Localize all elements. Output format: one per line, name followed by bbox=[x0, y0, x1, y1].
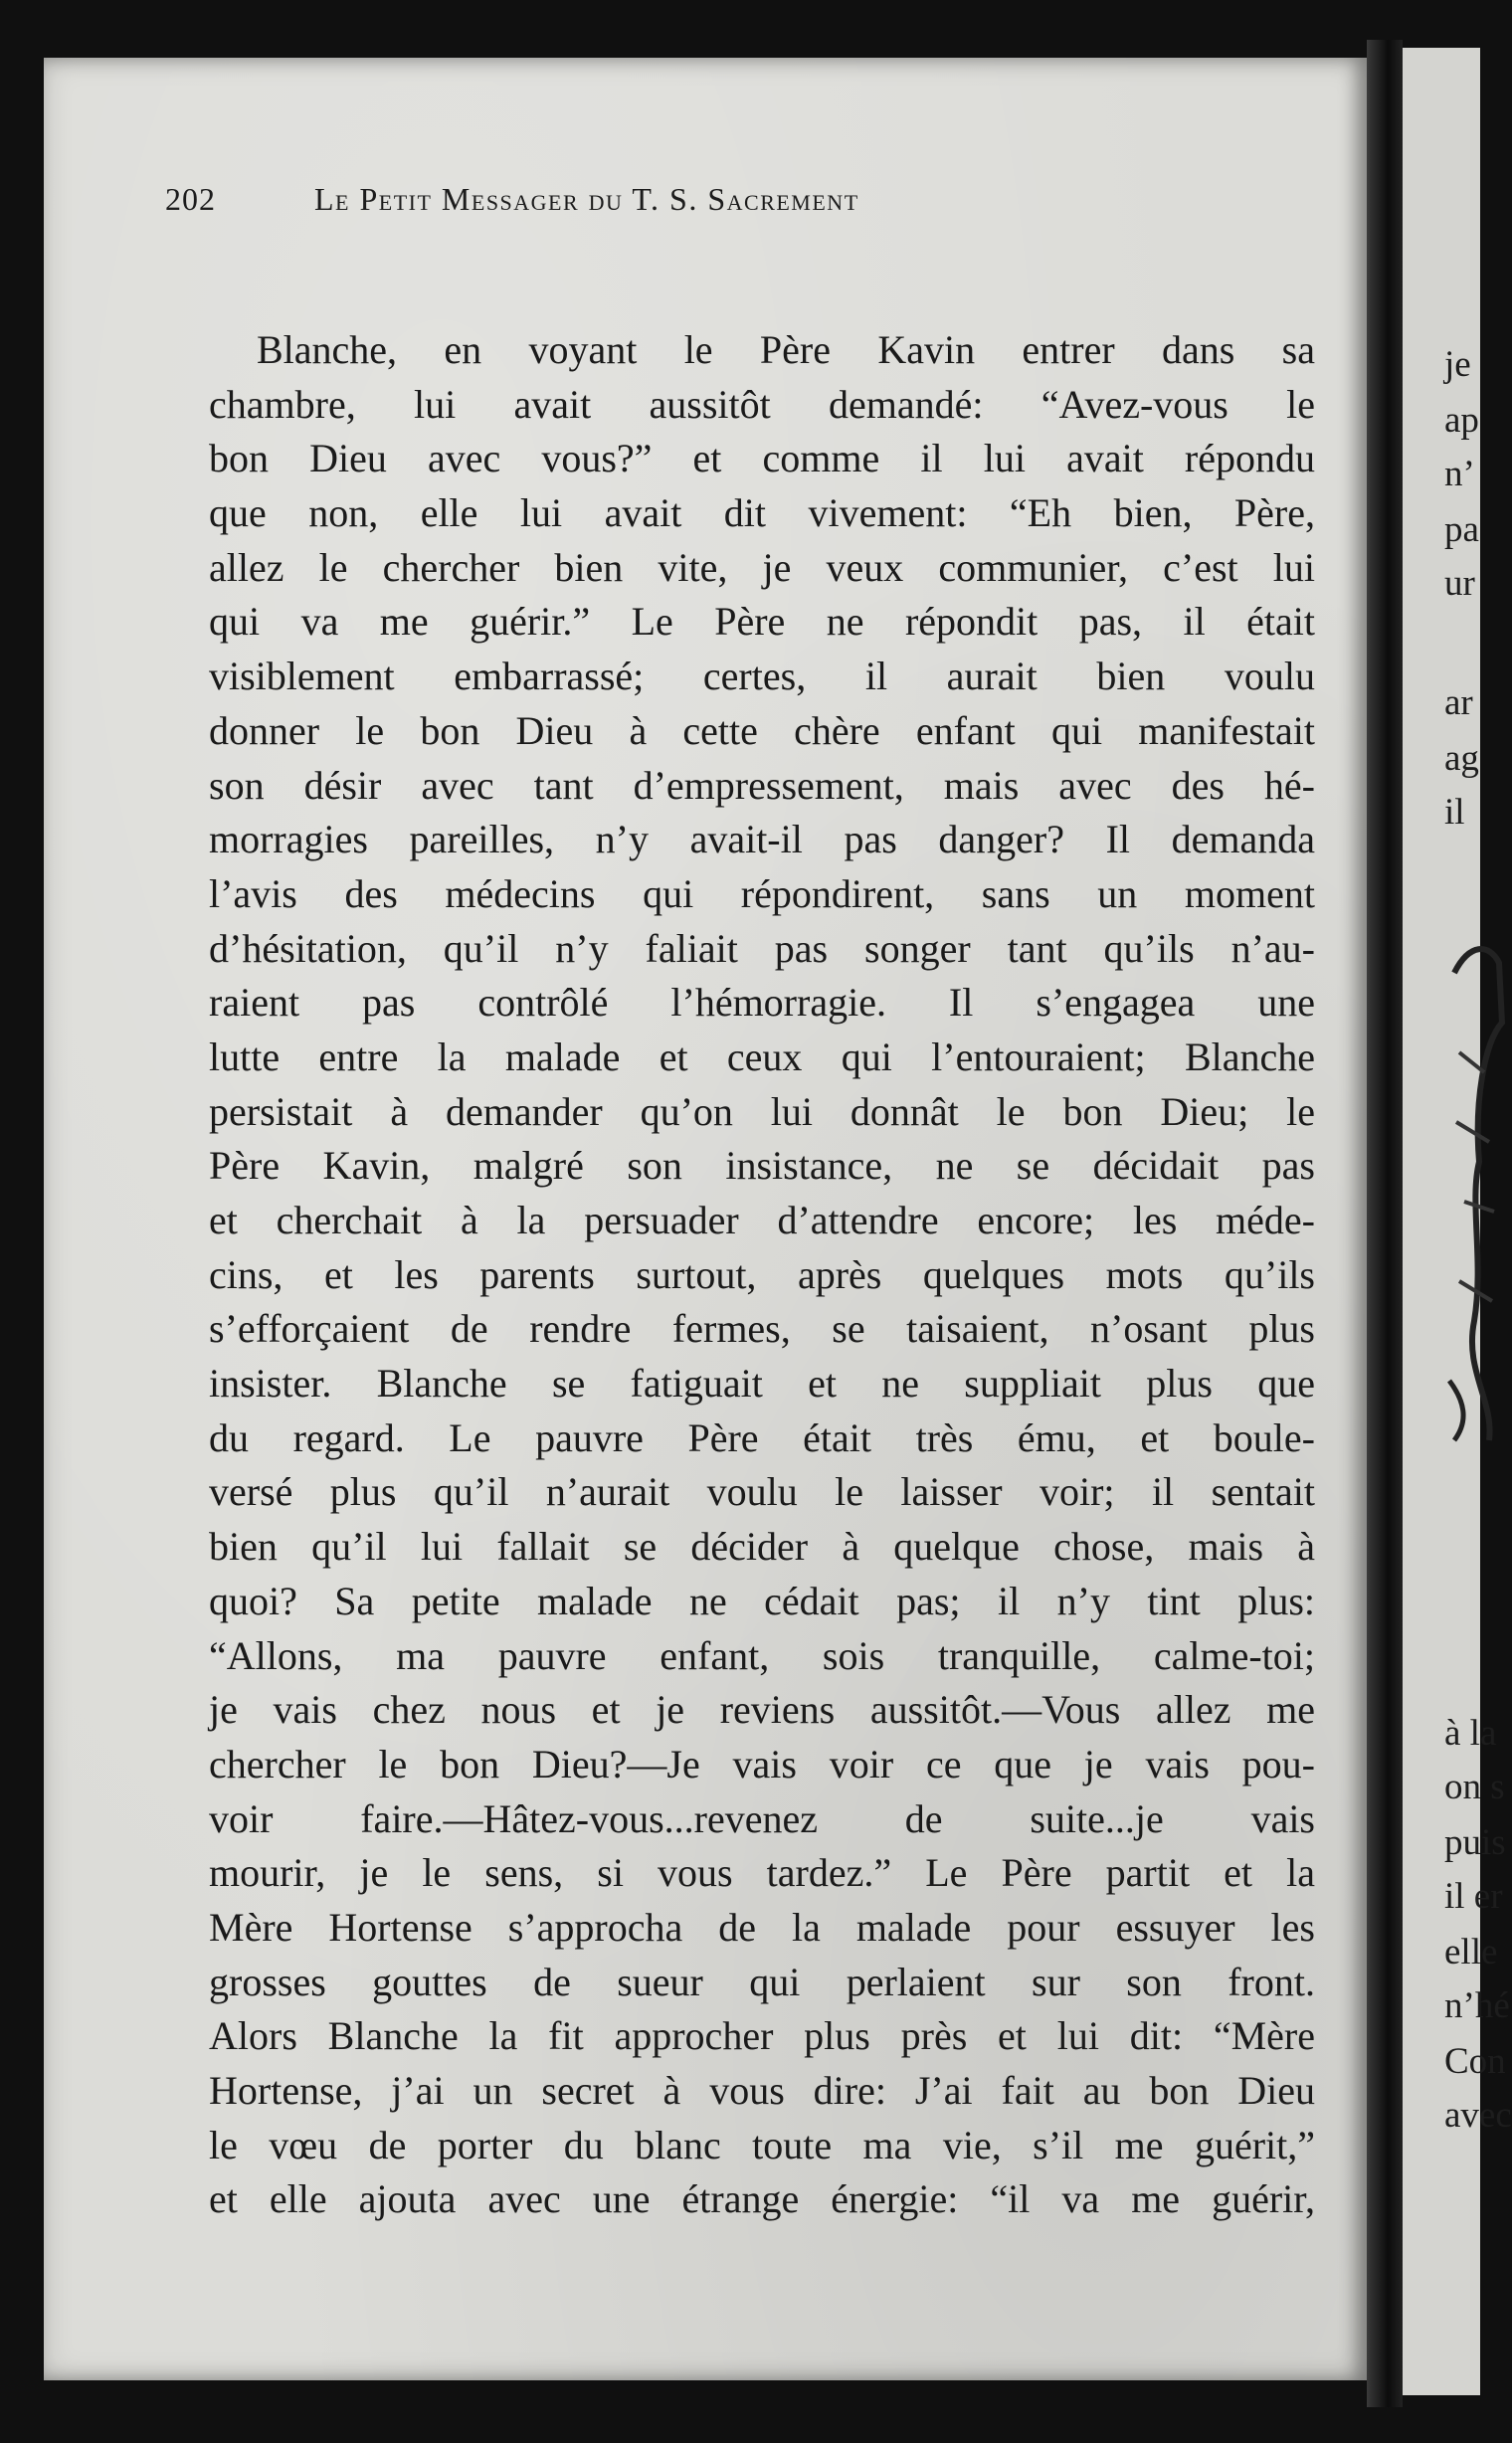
facing-fragment: puis bbox=[1444, 1822, 1506, 1863]
text-line: “Allons, ma pauvre enfant, sois tranquille, calme-toi; bbox=[209, 1632, 1315, 1678]
text-line: cins, et les parents surtout, après quelques mots qu’ils bbox=[209, 1251, 1315, 1297]
facing-fragment: n’ bbox=[1444, 454, 1475, 494]
text-line: versé plus qu’il n’aurait voulu le laisser voir; il sentait bbox=[209, 1469, 1315, 1515]
text-line: bon Dieu avec vous?” et comme il lui avait répondu bbox=[209, 436, 1315, 481]
text-line: lutte entre la malade et ceux qui l’entouraient; Blanche bbox=[209, 1034, 1315, 1079]
facing-fragment: elle bbox=[1444, 1932, 1498, 1973]
text-line: mourir, je le sens, si vous tardez.” Le Père partit et la bbox=[209, 1850, 1315, 1896]
text-line: Mère Hortense s’approcha de la malade pour essuyer les bbox=[209, 1904, 1315, 1950]
running-title: Le Petit Messager du T. S. Sacrement bbox=[314, 181, 859, 217]
facing-fragment: à la bbox=[1444, 1713, 1497, 1754]
facing-fragment: n’hé bbox=[1444, 1985, 1510, 2026]
running-head bbox=[165, 181, 1329, 241]
text-line: bien qu’il lui fallait se décider à quelque chose, mais à bbox=[209, 1524, 1315, 1570]
text-line: insister. Blanche se fatiguait et ne suppliait plus que bbox=[209, 1361, 1315, 1407]
text-line: Père Kavin, malgré son insistance, ne se décidait pas bbox=[209, 1143, 1315, 1189]
text-line: Alors Blanche la fit approcher plus près et lui dit: “Mère bbox=[209, 2013, 1315, 2059]
facing-fragment: ar bbox=[1444, 682, 1473, 723]
text-line: du regard. Le pauvre Père était très ému, et boule- bbox=[209, 1414, 1315, 1460]
text-line: Hortense, j’ai un secret à vous dire: J’ai fait au bon Dieu bbox=[209, 2068, 1315, 2113]
text-line: l’avis des médecins qui répondirent, sans un moment bbox=[209, 870, 1315, 916]
facing-fragment: je bbox=[1444, 344, 1471, 385]
book-gutter bbox=[1367, 40, 1403, 2407]
facing-fragment: on s bbox=[1444, 1767, 1505, 1807]
text-line: allez le chercher bien vite, je veux communier, c’est lui bbox=[209, 544, 1315, 590]
facing-fragment: ap bbox=[1444, 400, 1479, 441]
text-line: persistait à demander qu’on lui donnât le bon Dieu; le bbox=[209, 1088, 1315, 1134]
text-line: le vœu de porter du blanc toute ma vie, s’il me guérit,” bbox=[209, 2122, 1315, 2167]
text-line: que non, elle lui avait dit vivement: “Eh bien, Père, bbox=[209, 490, 1315, 536]
text-line: et cherchait à la persuader d’attendre encore; les méde- bbox=[209, 1198, 1315, 1242]
text-line: grosses gouttes de sueur qui perlaient sur son front. bbox=[209, 1959, 1315, 2004]
facing-fragment: ag bbox=[1444, 738, 1479, 779]
facing-page-fragment bbox=[1403, 48, 1512, 2395]
facing-fragment: Con bbox=[1444, 2041, 1506, 2082]
text-line: Blanche, en voyant le Père Kavin entrer dans sa bbox=[257, 327, 1315, 372]
text-line: et elle ajouta avec une étrange énergie: “il va me guérir, bbox=[209, 2176, 1315, 2222]
facing-fragment: il bbox=[1444, 792, 1465, 833]
text-line: voir faire.—Hâtez-vous...revenez de suite...je vais bbox=[209, 1795, 1315, 1841]
facing-fragment: avec bbox=[1444, 2095, 1512, 2136]
text-line: je vais chez nous et je reviens aussitôt.—Vous allez me bbox=[209, 1687, 1315, 1733]
text-line: quoi? Sa petite malade ne cédait pas; il n’y tint plus: bbox=[209, 1578, 1315, 1623]
text-line: donner le bon Dieu à cette chère enfant qui manifestait bbox=[209, 707, 1315, 753]
text-line: chambre, lui avait aussitôt demandé: “Avez-vous le bbox=[209, 381, 1315, 427]
page-number: 202 bbox=[165, 181, 216, 217]
text-line: son désir avec tant d’empressement, mais avec des hé- bbox=[209, 762, 1315, 808]
text-line: qui va me guérir.” Le Père ne répondit pas, il était bbox=[209, 599, 1315, 645]
text-line: s’efforçaient de rendre fermes, se taisaient, n’osant plus bbox=[209, 1306, 1315, 1352]
facing-fragment: ur bbox=[1444, 563, 1475, 604]
engraving-illustration-fragment bbox=[1444, 903, 1504, 1460]
text-line: d’hésitation, qu’il n’y faliait pas songer tant qu’ils n’au- bbox=[209, 925, 1315, 971]
text-line: morragies pareilles, n’y avait-il pas danger? Il demanda bbox=[209, 817, 1315, 862]
text-line: chercher le bon Dieu?—Je vais voir ce que je vais pou- bbox=[209, 1741, 1315, 1786]
facing-fragment: pa bbox=[1444, 509, 1479, 550]
text-line: visiblement embarrassé; certes, il aurait bien voulu bbox=[209, 654, 1315, 699]
text-line: raient pas contrôlé l’hémorragie. Il s’engagea une bbox=[209, 980, 1315, 1026]
facing-fragment: il er bbox=[1444, 1876, 1503, 1917]
body-text bbox=[209, 323, 1315, 2227]
